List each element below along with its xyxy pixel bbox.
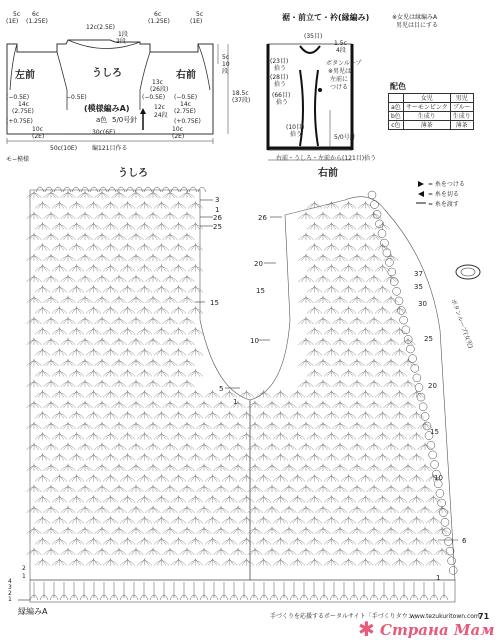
right-shoulder-width: 6c (154, 11, 162, 18)
color-label: a色 (96, 116, 108, 124)
height-total: 18.5c (232, 90, 249, 97)
edging-neck-count: (35目) (304, 33, 323, 40)
left-front-label: 左前 (15, 70, 35, 81)
edge-row-label: 37 (414, 270, 423, 278)
button-loop-shape (456, 265, 480, 279)
color-table-header (389, 94, 404, 103)
button-note3: つける (330, 84, 349, 91)
edging-title: 裾・前立て・衿(縁編み) (282, 13, 370, 22)
watermark-star-icon: ✱ (358, 617, 375, 641)
edging-left-small: (28目) (270, 74, 289, 81)
edge-row-label: 10 (434, 474, 443, 482)
color-table-header: 男児 (450, 94, 473, 103)
front-row-label: 5 (219, 385, 224, 393)
legend-attach: = 糸をつける (428, 181, 465, 188)
watermark-text: Страна Мам (380, 621, 495, 639)
right-bottom: 10c (172, 126, 183, 133)
height-mid: 13c (152, 79, 163, 86)
right-stitches: 14c (180, 101, 191, 108)
right-neck-width: 5c (196, 11, 204, 18)
height-total-sub: (37段) (232, 97, 251, 104)
bottom-row-label: 1 (8, 596, 12, 603)
pattern-label: (模様編みA) (84, 104, 130, 113)
front-row-label: 1 (233, 398, 238, 406)
back-chart-panel (30, 190, 250, 580)
edge-row-label: 15 (430, 428, 439, 436)
button-note2: 左前に (330, 76, 349, 83)
color-table-cell: ブルー (450, 103, 473, 112)
motif-label: モ−模様 (6, 156, 30, 163)
right-neck-sub: (1E) (190, 18, 203, 25)
color-table-cell: 生成り (403, 112, 450, 121)
back-row-label: 26 (213, 214, 222, 222)
color-table-header: 女児 (403, 94, 450, 103)
hook-label: 5/0号針 (112, 116, 138, 124)
height-top-sub2: 段 (222, 68, 229, 75)
color-table-cell: 薄茶 (403, 121, 450, 130)
edge-row-label: 35 (414, 283, 423, 291)
button-note1: ※男児は (328, 68, 352, 75)
footer-url[interactable]: www.tezukuritown.com (410, 613, 480, 620)
left-bottom-sub: (2E) (32, 133, 45, 140)
bottom-mid-width: 30c(6E) (92, 129, 116, 136)
chart-right-title: 右前 (318, 168, 338, 179)
back-neck-width: 12c(2.5E) (86, 24, 115, 31)
color-table-cell: サーモンピンク (403, 103, 450, 112)
back-row-label: 15 (210, 299, 219, 307)
bottom-row-label: 2 (8, 590, 12, 597)
chart-row-label: 2 (22, 565, 26, 572)
right-shoulder-sub: (1.25E) (148, 18, 170, 25)
height-armhole-sub: 24段 (154, 112, 168, 119)
left-inc: (+0.75E) (6, 118, 33, 125)
left-neck-width: 5c (13, 11, 21, 18)
bottom-edge-scallops (30, 582, 448, 600)
front-row-label: 10 (250, 337, 259, 345)
back-row-label: 1 (215, 206, 220, 214)
center-right-dec: (−0.5E) (142, 94, 166, 101)
bottom-total-width: 50c(10E) (50, 145, 78, 152)
edging-pickup: 右前・うしろ・左前から(121目)拾う (276, 155, 377, 162)
height-armhole: 12c (154, 104, 165, 111)
right-inc: (+0.75E) (174, 118, 201, 125)
left-neck-sub: (1E) (6, 18, 19, 25)
edge-row-label: 30 (418, 300, 427, 308)
bottom-row-label: 4 (8, 578, 12, 585)
edging-left-count2: 拾う (274, 65, 287, 72)
edging-note1: ※女児は縁編みA (392, 14, 438, 21)
front-row-label: 20 (254, 260, 263, 268)
bottom-row-label: 3 (8, 584, 12, 591)
edge-row-label: 6 (462, 537, 467, 545)
footer-text: 手づくりを応援するポータルサイト「手づくりタウン」 (270, 613, 420, 620)
height-top: 5c (222, 54, 230, 61)
right-dec: (−0.5E) (174, 94, 198, 101)
edging-left-count: (23目) (270, 58, 289, 65)
edging-mid-count: (66目) (272, 92, 291, 99)
color-table-cell: a色 (389, 103, 404, 112)
bottom-total-sub: 編121目作る (92, 145, 128, 152)
edging-neck-rows2: 4段 (336, 47, 346, 54)
left-shoulder-sub: (1.25E) (26, 18, 48, 25)
color-table (388, 93, 474, 130)
site-watermark (358, 617, 496, 641)
color-table-cell: c色 (389, 121, 404, 130)
edge-row-label: 20 (428, 382, 437, 390)
color-table-title: 配色 (390, 82, 406, 91)
front-row-label: 15 (256, 287, 265, 295)
back-row-label: 25 (213, 223, 222, 231)
button-loop-label: ボタンループ (326, 60, 362, 67)
edging-note2: 男児は目にする (396, 22, 439, 29)
height-mid-sub: (26段) (150, 86, 169, 93)
back-neck-rows: 1段 (118, 31, 128, 38)
left-stitches-sub: (2.75E) (12, 108, 34, 115)
front-row-label: 26 (258, 214, 267, 222)
height-top-sub: 10 (222, 61, 230, 68)
color-table-cell: 薄茶 (450, 121, 473, 130)
edge-row-label: 1 (436, 574, 441, 582)
back-neck-rows2: 2段 (116, 38, 126, 45)
edge-row-label: 25 (424, 335, 433, 343)
center-left-dec: −0.5E) (66, 94, 87, 101)
color-table-cell: b色 (389, 112, 404, 121)
edging-bottom-count: (10目) (286, 124, 305, 131)
legend-pass: = 糸を渡す (428, 201, 459, 208)
edging-neck-rows: 1.5c (334, 40, 347, 47)
edging-left-small2: 拾う (274, 81, 287, 88)
left-stitches: 14c (18, 101, 29, 108)
color-table-cell: 生成り (450, 112, 473, 121)
left-shoulder-width: 6c (32, 11, 40, 18)
button-loop-chart-label: ボタンループ(女児) (449, 298, 474, 350)
chart-back-title: うしろ (118, 168, 148, 179)
right-stitches-sub: (2.75E) (174, 108, 196, 115)
right-front-label: 右前 (176, 70, 196, 81)
chart-row-label: 1 (22, 573, 26, 580)
edging-hook: 5/0号針 (334, 134, 356, 141)
edging-mid-count2: 拾う (276, 99, 289, 106)
bottom-edge-label: 縁編みA (18, 607, 48, 616)
back-label: うしろ (92, 68, 122, 79)
back-row-label: 3 (215, 196, 220, 204)
left-dec: (−0.5E) (6, 94, 30, 101)
right-bottom-sub: (2E) (172, 133, 185, 140)
left-bottom: 10c (32, 126, 43, 133)
edging-bottom-count2: 拾う (290, 131, 303, 138)
page-number: 71 (478, 612, 490, 621)
legend-cut: = 糸を切る (428, 191, 459, 198)
